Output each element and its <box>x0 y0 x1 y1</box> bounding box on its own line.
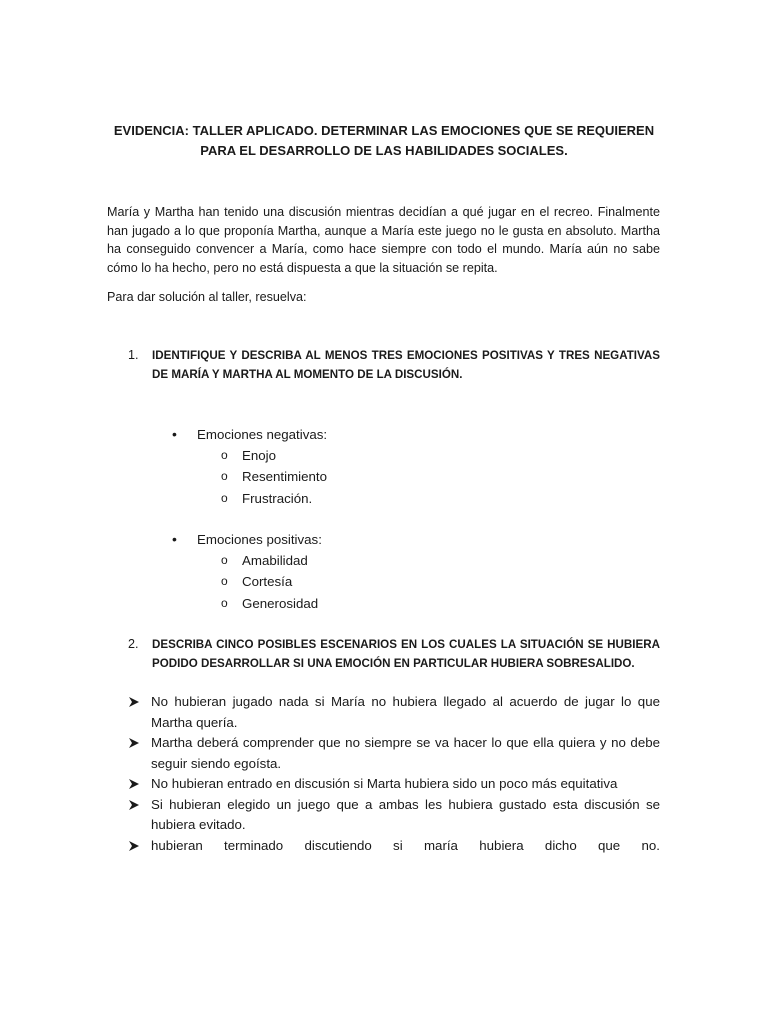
scenario-text: No hubieran entrado en discusión si Marta hubiera sido un poco más equitativa <box>151 776 618 791</box>
emotion-text: Generosidad <box>242 595 319 611</box>
sub-bullet-marker: o <box>221 595 228 610</box>
arrowhead-bullet-icon <box>128 799 140 811</box>
negative-emotions <box>172 424 572 509</box>
list-item <box>128 795 660 836</box>
scenario-text: hubieran terminado discutiendo si maría hubiera dicho que no. <box>151 837 660 853</box>
positive-emotions <box>172 529 572 614</box>
emotion-text: Cortesía <box>242 574 293 590</box>
scenario-text: Si hubieran elegido un juego que a ambas les hubiera gustado esta discusión se hubiera evitado. <box>151 796 660 832</box>
bullet-item <box>172 424 572 445</box>
sub-bullet-marker: o <box>221 553 228 567</box>
list-item <box>128 836 660 857</box>
sub-bullet-marker: o <box>221 574 228 589</box>
positive-emotions-label: Emociones positivas: <box>197 532 322 547</box>
list-item <box>172 593 572 614</box>
arrowhead-bullet-icon <box>128 696 140 708</box>
list-item <box>172 488 572 509</box>
arrowhead-bullet-icon <box>128 778 140 790</box>
arrowhead-bullet-icon <box>128 737 140 749</box>
document-title: EVIDENCIA: TALLER APLICADO. DETERMINAR LAS EMOCIONES QUE SE REQUIEREN PARA EL DESARROLLO DE LAS HABILIDADES SOCIALES. <box>113 123 655 158</box>
sub-bullet-marker: o <box>221 490 228 505</box>
list-item <box>172 550 572 571</box>
list-item <box>172 445 572 466</box>
question-text: IDENTIFIQUE Y DESCRIBA AL MENOS TRES EMOCIONES POSITIVAS Y TRES NEGATIVAS DE MARÍA Y MARTHA AL MOMENTO DE LA DISCUSIÓN. <box>152 349 660 381</box>
scenario-text: No hubieran jugado nada si María no hubiera llegado al acuerdo de jugar lo que Martha quería. <box>151 694 660 730</box>
intro-paragraph: María y Martha han tenido una discusión mientras decidían a qué jugar en el recreo. Finalmente han jugado a lo que proponía Martha, aunque a María este juego no le gusta en absoluto. Martha ha conseguido convencer a María, como hace siempre con todo el mundo. María aún no sabe cómo lo ha hecho, pero no está dispuesta a que la situación se repita. <box>107 205 660 275</box>
question-number: 1. <box>128 348 139 362</box>
emotion-text: Amabilidad <box>242 553 308 568</box>
question-text: DESCRIBA CINCO POSIBLES ESCENARIOS EN LOS CUALES LA SITUACIÓN SE HUBIERA PODIDO DESARROLLAR SI UNA EMOCIÓN EN PARTICULAR HUBIERA SOBRESALIDO. <box>152 638 660 670</box>
bullet-marker: • <box>172 426 177 442</box>
sub-bullet-marker: o <box>221 448 228 462</box>
emotion-text: Resentimiento <box>242 469 327 485</box>
scenario-list <box>128 692 660 856</box>
emotion-text: Enojo <box>242 448 277 463</box>
list-item <box>172 571 572 592</box>
question-number: 2. <box>128 637 139 651</box>
list-item <box>128 692 660 733</box>
bullet-item <box>172 529 572 550</box>
sub-bullet-marker: o <box>221 469 228 484</box>
list-item <box>128 733 660 774</box>
scenario-text: Martha deberá comprender que no siempre se va hacer lo que ella quiera y no debe seguir siendo egoísta. <box>151 735 660 771</box>
positive-emotions-list <box>172 550 572 614</box>
negative-emotions-list <box>172 445 572 509</box>
list-item <box>172 466 572 487</box>
question-2 <box>128 635 660 673</box>
instruction-text: Para dar solución al taller, resuelva: <box>107 290 307 304</box>
negative-emotions-label: Emociones negativas: <box>197 427 328 442</box>
arrowhead-bullet-icon <box>128 840 140 852</box>
list-item <box>128 774 660 795</box>
question-1 <box>128 346 660 384</box>
emotion-text: Frustración. <box>242 490 313 506</box>
bullet-marker: • <box>172 531 177 547</box>
